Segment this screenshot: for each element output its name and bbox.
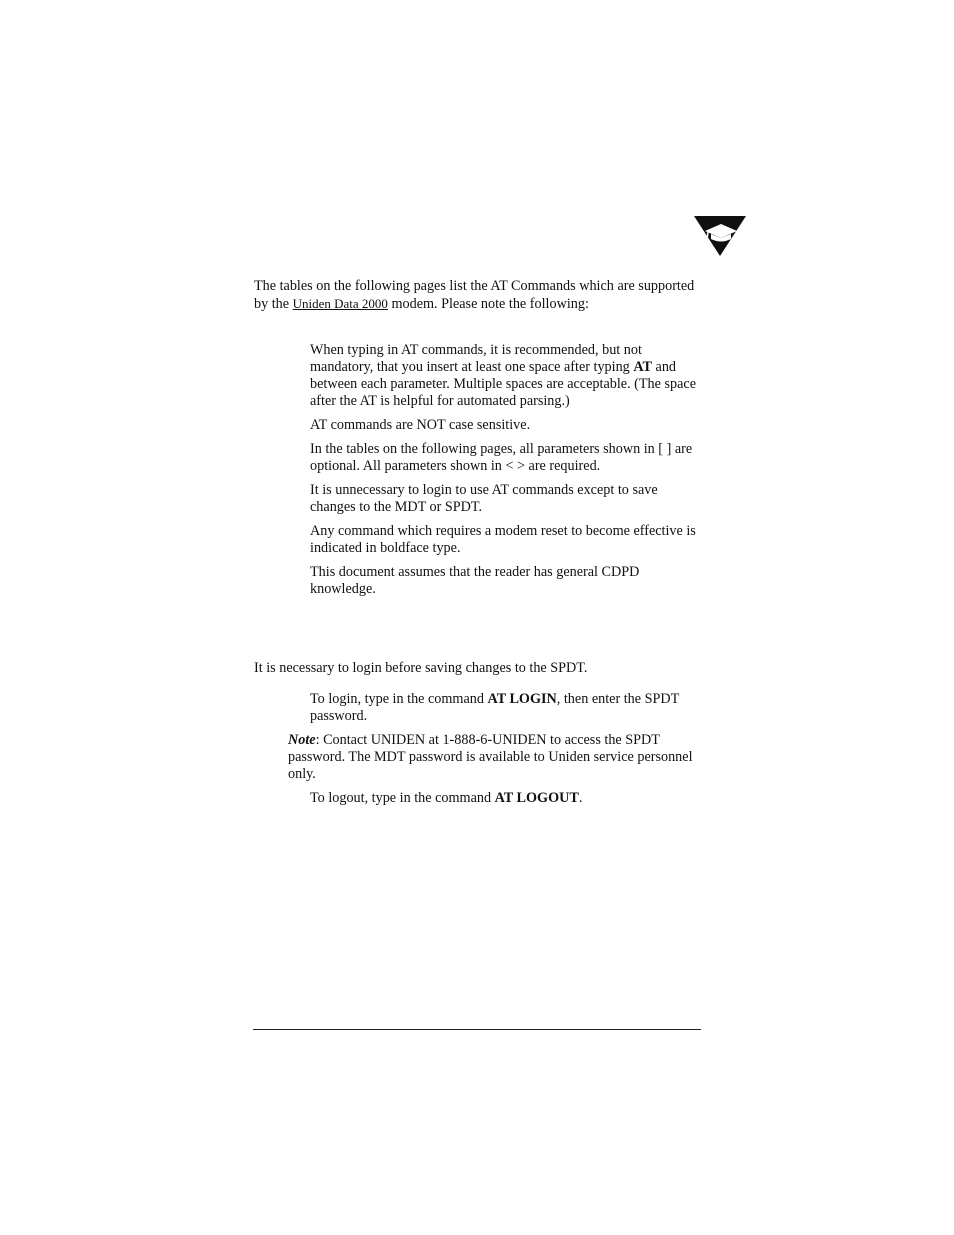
note-paragraph (288, 732, 698, 783)
notes-list (310, 342, 705, 605)
intro-text-start: The tables on the following pages list the AT Commands which are supported by the (254, 278, 695, 312)
logout-step-text: To logout, type in the command (310, 790, 495, 806)
list-item-login-required: It is unnecessary to login to use AT commands except to save changes to the MDT or SPDT. (310, 482, 658, 515)
login-step (310, 691, 700, 725)
login-step-text: To login, type in the command (310, 691, 488, 707)
list-item-case: AT commands are NOT case sensitive. (310, 417, 531, 433)
product-name: Uniden Data 2000 (292, 296, 388, 311)
logout-step (310, 790, 700, 807)
note-text: : Contact UNIDEN at 1-888-6-UNIDEN to access the SPDT password. The MDT password is available to Uniden service personnel only. (288, 732, 693, 782)
at-login-command: AT LOGIN (487, 691, 557, 707)
list-item-spacing (310, 342, 705, 410)
intro-paragraph (254, 278, 704, 313)
list-item-knowledge: This document assumes that the reader has general CDPD knowledge. (310, 564, 640, 597)
logout-step-text-end: . (578, 790, 583, 806)
at-logout-command: AT LOGOUT (494, 790, 579, 806)
graduation-cap-icon (692, 214, 748, 258)
spacing-text-start: When typing in AT commands, it is recommended, but not mandatory, that you insert at least one space after typing (310, 342, 642, 375)
at-keyword: AT (633, 359, 652, 375)
login-intro: It is necessary to login before saving changes to the SPDT. (254, 660, 588, 676)
intro-text-end: modem. Please note the following: (387, 296, 589, 312)
note-label: Note (288, 732, 316, 748)
list-item-parameters: In the tables on the following pages, all parameters shown in [ ] are optional. All parameters shown in < > are required. (310, 441, 693, 474)
spacing-text-end: and between each parameter. Multiple spaces are acceptable. (The space after the AT is helpful for automated parsing.) (310, 359, 696, 409)
list-item-reset: Any command which requires a modem reset to become effective is indicated in boldface type. (310, 523, 696, 556)
footer-divider (253, 1029, 701, 1030)
login-step-text-end: , then enter the SPDT password. (310, 691, 680, 724)
